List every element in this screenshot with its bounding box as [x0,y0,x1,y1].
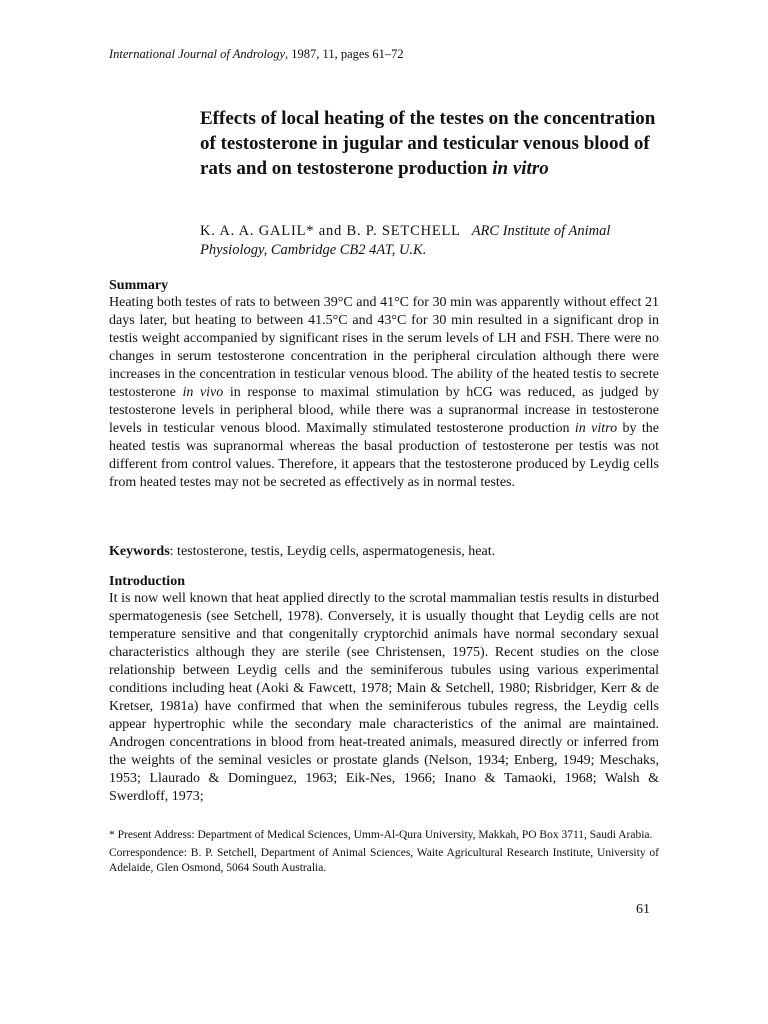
journal-citation: , 1987, 11, pages 61–72 [285,47,404,61]
keywords-line [109,543,659,561]
summary-heading: Summary [109,278,169,293]
summary-italic-2: in vitro [574,421,618,436]
footnote-correspondence: Correspondence: B. P. Setchell, Department of Animal Sciences, Waite Agricultural Research Institute, University of Adelaide, Glen Osmond, 5064 South Australia. [109,847,659,874]
introduction-paragraph: It is now well known that heat applied directly to the scrotal mammalian testis results in disturbed spermatogenesis (see Setchell, 1978). Conversely, it is usually thought that Leydig cells are not temperature sensitive and that congenitally cryptorchid animals have normal secondary sexual characteristics although they are sterile (see Christensen, 1975). Recent studies on the close relationship between Leydig cells and the seminiferous tubules using various experimental conditions including heat (Aoki & Fawcett, 1978; Main & Setchell, 1980; Risbridger, Kerr & de Kretser, 1981a) have confirmed that when the seminiferous tubules regress, the Leydig cells appear hypertrophic while the secondary male characteristics of the animal are maintained. Androgen concentrations in blood from heat-treated animals, measured directly or inferred from the weights of the seminal vesicles or prostate glands (Nelson, 1934; Enberg, 1949; Meschaks, 1953; Llaurado & Dominguez, 1963; Eik-Nes, 1966; Inano & Tamaoki, 1968; Walsh & Swerdloff, 1973; [109,591,659,804]
summary-text-2: in response to maximal stimulation by hCG was reduced, as judged by testosterone levels in peripheral blood, while there was a supranormal increase in testosterone levels in testicular venous blood. Maximally stimulated testosterone production [109,385,659,436]
summary-text-1: Heating both testes of rats to between 39°C and 41°C for 30 min was apparently without effect 21 days later, but heating to between 41.5°C and 43°C for 30 min resulted in a significant drop in testis weight accompanied by significant rises in the serum levels of LH and FSH. There were no changes in serum testosterone concentration in the peripheral circulation although there were increases in the concentration in testicular venous blood. The ability of the heated testis to secrete testosterone [109,295,659,400]
journal-header [109,47,404,62]
footnotes [109,828,659,879]
author-names: K. A. A. GALIL* and B. P. SETCHELL [200,223,461,239]
footnote-address: * Present Address: Department of Medical Sciences, Umm-Al-Qura University, Makkah, PO Box 3711, Saudi Arabia. [109,829,653,841]
summary-paragraph [109,294,659,492]
introduction-heading: Introduction [109,574,185,589]
title-italic: in vitro [492,158,549,179]
journal-name: International Journal of Andrology [109,47,286,61]
summary-text-3: by the heated testis was supranormal whereas the basal production of testosterone per testis was not different from control values. Therefore, it appears that the testosterone produced by Leydig cells from heated testes may not be secreted as effectively as in normal testes. [109,421,659,490]
title-main: Effects of local heating of the testes on the concentration of testosterone in jugular and testicular venous blood of rats and on testosterone production [200,108,656,179]
page-number: 61 [636,902,650,917]
keywords-label: Keywords [109,544,170,559]
summary-italic-1: in vivo [182,385,224,400]
author-line [200,222,670,260]
author-affiliation: ARC Institute of Animal Physiology, Cambridge CB2 4AT, U.K. [200,223,611,258]
keywords-text: : testosterone, testis, Leydig cells, aspermatogenesis, heat. [169,544,496,559]
article-title [200,106,660,181]
